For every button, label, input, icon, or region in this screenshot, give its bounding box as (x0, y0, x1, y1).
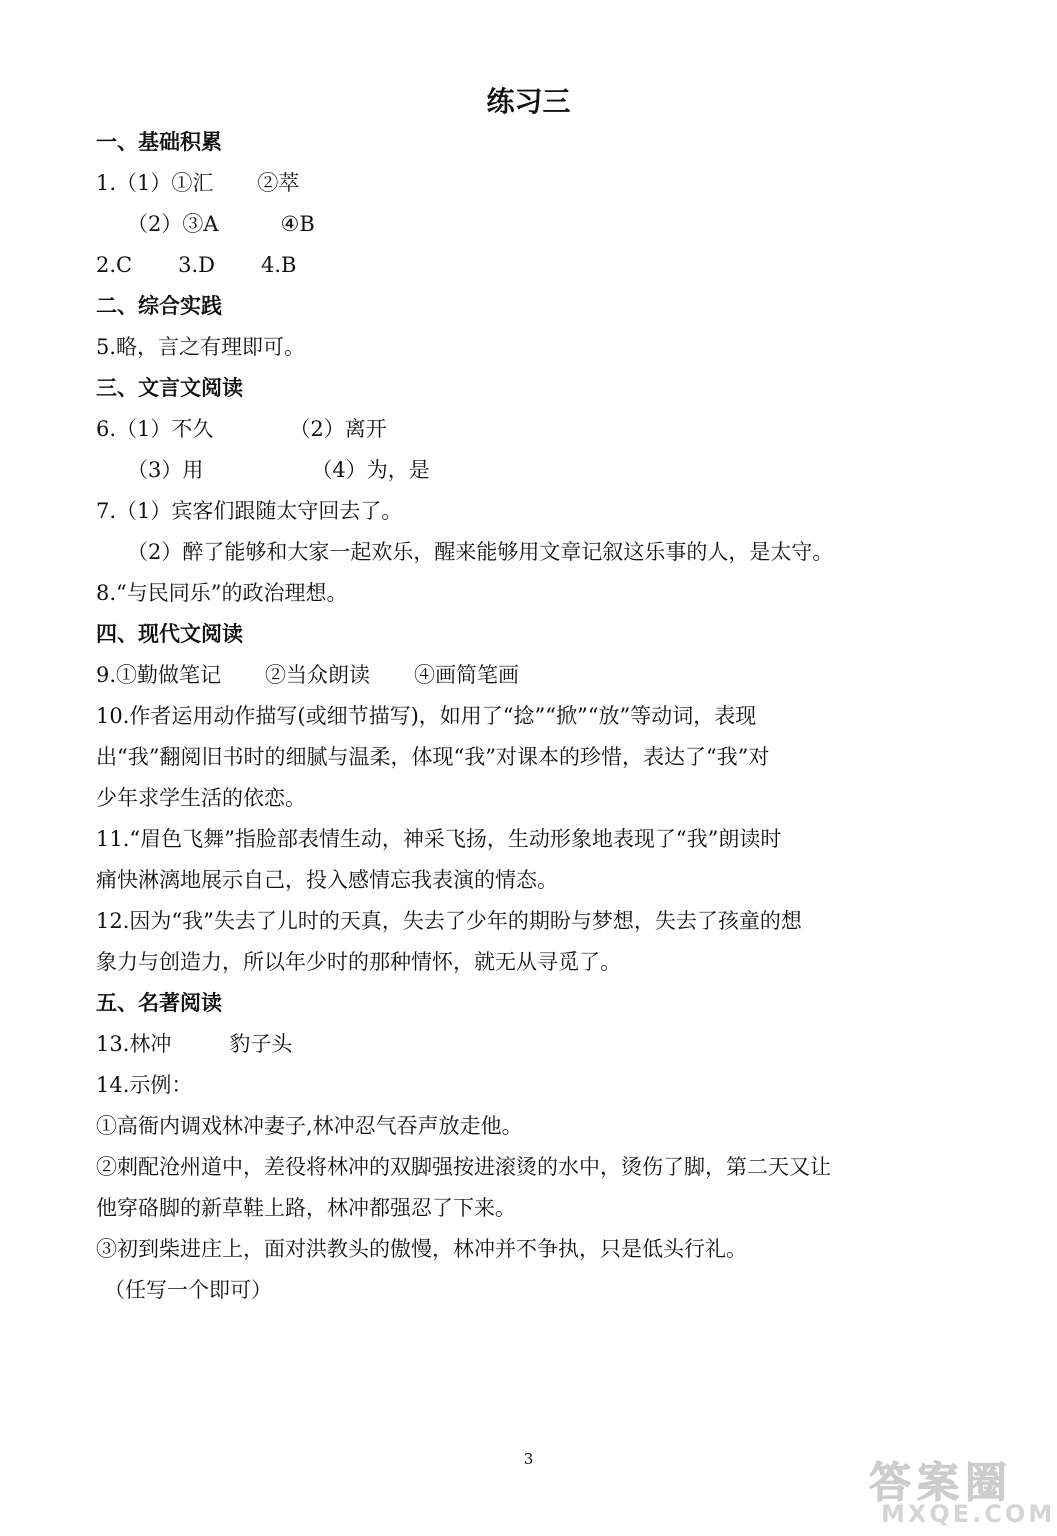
answer-line-14-2b: 他穿硌脚的新草鞋上路，林冲都强忍了下来。 (96, 1196, 516, 1220)
answer-line-7-1: 7.（1）宾客们跟随太守回去了。 (96, 499, 403, 523)
answer-line-14-2a: ②刺配沧州道中，差役将林冲的双脚强按进滚烫的水中，烫伤了脚，第二天又让 (96, 1155, 831, 1179)
answer-line-14-3: ③初到柴进庄上，面对洪教头的傲慢，林冲并不争执，只是低头行礼。 (96, 1237, 747, 1261)
answer-line-12b: 象力与创造力，所以年少时的那种情怀，就无从寻觅了。 (96, 950, 621, 974)
answer-line-12a: 12.因为“我”失去了儿时的天真，失去了少年的期盼与梦想，失去了孩童的想 (96, 909, 802, 933)
section-heading-modern: 四、现代文阅读 (96, 622, 243, 646)
section-heading-classical: 三、文言文阅读 (96, 376, 243, 400)
answer-6-2: （2）离开 (289, 417, 387, 441)
answer-line-1 (96, 163, 976, 204)
page-number: 3 (523, 1450, 534, 1468)
answer-line-6-2 (96, 450, 976, 491)
answer-13-2: 豹子头 (229, 1032, 293, 1056)
answer-13-1: 13.林冲 (96, 1032, 172, 1056)
answer-line-14-1: ①高衙内调戏林冲妻子,林冲忍气吞声放走他。 (96, 1114, 523, 1138)
answer-line-2-4 (96, 245, 976, 286)
answer-6-3: （3）用 (127, 458, 204, 482)
answer-6-1: 6.（1）不久 (96, 417, 214, 441)
answer-6-4: （4）为，是 (311, 458, 430, 482)
answer-line-10c: 少年求学生活的依恋。 (96, 786, 306, 810)
answer-1-4: ④B (280, 212, 315, 236)
answer-line-5: 5.略，言之有理即可。 (96, 335, 306, 359)
watermark-logo (859, 1450, 1056, 1530)
answer-line-14: 14.示例： (96, 1073, 193, 1097)
answer-line-11b: 痛快淋漓地展示自己，投入感情忘我表演的情态。 (96, 868, 558, 892)
watermark-url: MXQE.COM (881, 1500, 1056, 1528)
answer-line-13 (96, 1024, 976, 1065)
answer-2: 2.C (96, 253, 133, 277)
answer-line-1-2 (96, 204, 976, 245)
answer-3: 3.D (178, 253, 215, 277)
page-title: 练习三 (486, 85, 571, 118)
answer-1-1: 1.（1）①汇 (96, 171, 214, 195)
answer-line-7-2: （2）醉了能够和大家一起欢乐，醒来能够用文章记叙这乐事的人，是太守。 (127, 540, 834, 564)
answer-1-2: ②萃 (257, 171, 300, 195)
answer-line-9 (96, 655, 976, 696)
answer-content (96, 122, 976, 1311)
answer-4: 4.B (260, 253, 297, 277)
section-heading-classics: 五、名著阅读 (96, 991, 222, 1015)
answer-1-3: （2）③A (127, 212, 219, 236)
answer-line-10b: 出“我”翻阅旧书时的细腻与温柔，体现“我”对课本的珍惜，表达了“我”对 (96, 745, 770, 769)
section-heading-practice: 二、综合实践 (96, 294, 222, 318)
answer-line-6 (96, 409, 976, 450)
answer-line-8: 8.“与民同乐”的政治理想。 (96, 581, 348, 605)
section-heading-basics: 一、基础积累 (96, 130, 222, 154)
answer-line-11a: 11.“眉色飞舞”指脸部表情生动，神采飞扬，生动形象地表现了“我”朗读时 (96, 827, 782, 851)
answer-9-3: ④画简笔画 (414, 663, 520, 687)
answer-9-1: 9.①勤做笔记 (96, 663, 222, 687)
answer-9-2: ②当众朗读 (265, 663, 371, 687)
answer-note: （任写一个即可） (104, 1278, 272, 1302)
answer-line-10a: 10.作者运用动作描写(或细节描写)，如用了“捻”“掀”“放”等动词，表现 (96, 704, 757, 728)
watermark-title: 答案圈 (869, 1458, 1014, 1507)
